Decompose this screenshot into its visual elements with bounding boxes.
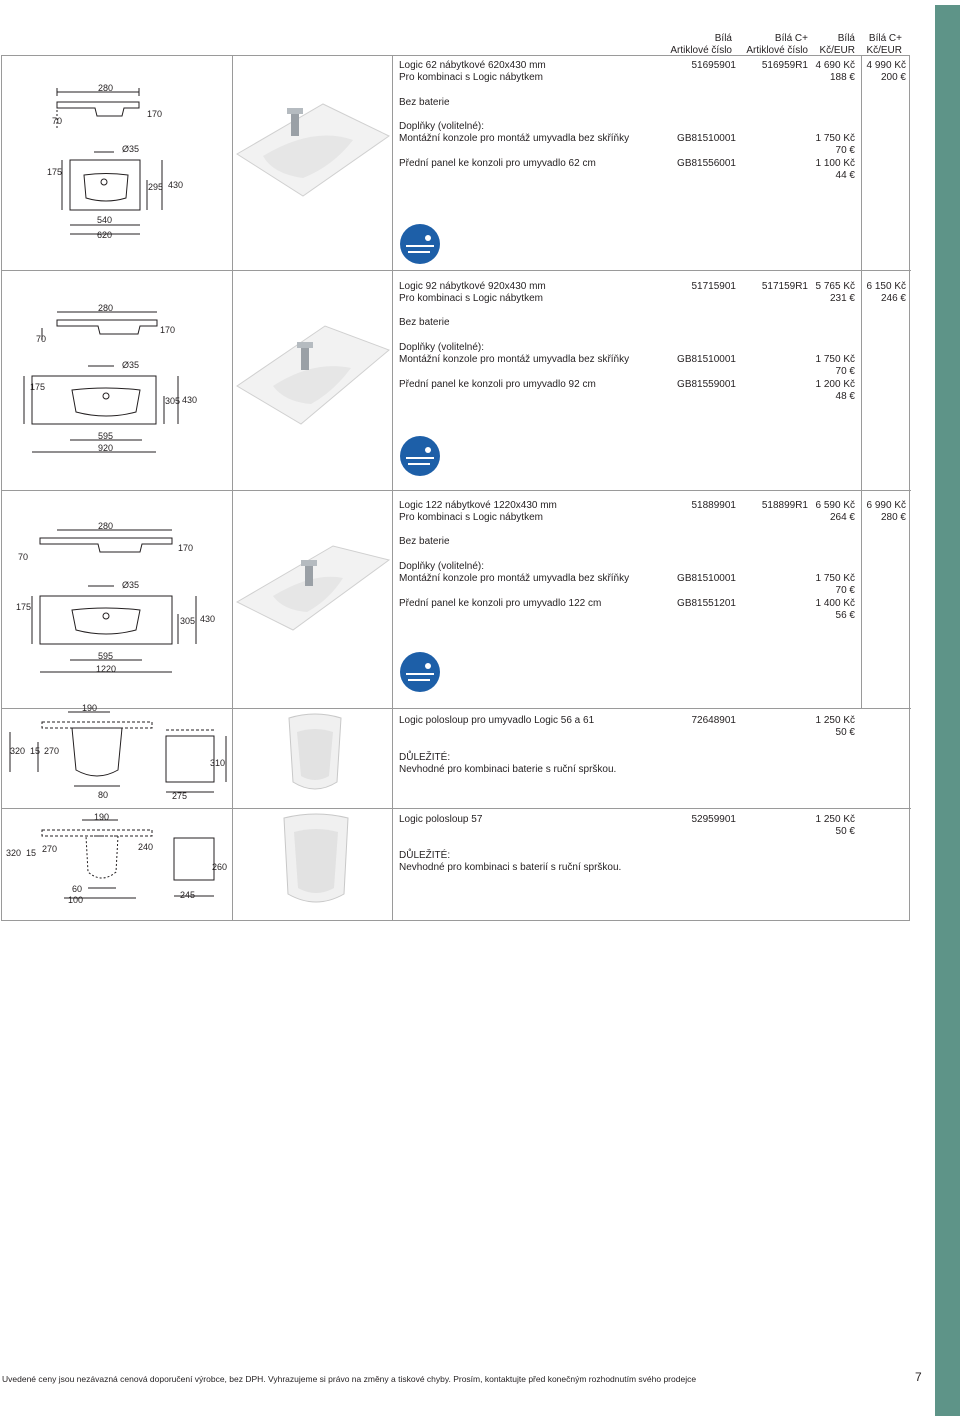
accessory-1-czk: 1 750 Kč [815, 133, 855, 144]
product-photo-logic-122 [233, 536, 393, 636]
accessory-2-article: GB81556001 [677, 158, 736, 169]
dim-b: 15 [26, 848, 37, 858]
important-label: DŮLEŽITÉ: [399, 752, 451, 763]
dim-c: 270 [42, 844, 58, 854]
dim-h: 260 [212, 862, 228, 872]
dim-right: 170 [160, 325, 176, 335]
dim-top: 190 [94, 812, 110, 822]
product-subtitle: Pro kombinaci s Logic nábytkem [399, 293, 543, 304]
technical-drawing-logic-92 [2, 300, 230, 460]
header-col-white-article: Bílá Artiklové číslo [670, 33, 732, 56]
price-cplus-eur: 246 € [880, 293, 906, 304]
accessory-1: Montážní konzole pro montáž umyvadla bez skříňky [399, 133, 630, 144]
dim-side: 175 [47, 167, 63, 177]
dim-bottom-2: 100 [68, 895, 84, 905]
accessories-label: Doplňky (volitelné): [399, 342, 485, 353]
article-cplus: 518899R1 [761, 500, 808, 511]
pedestal-price-czk: 1 250 Kč [815, 715, 855, 726]
dim-d1: 305 [165, 396, 181, 406]
dim-right: 170 [178, 543, 194, 553]
article-white: 51695901 [691, 60, 736, 71]
accessories-label: Doplňky (volitelné): [399, 561, 485, 572]
pedestal-price-eur: 50 € [835, 727, 855, 738]
cplus-badge-icon [400, 224, 440, 264]
accessory-1: Montážní konzole pro montáž umyvadla bez skříňky [399, 354, 630, 365]
technical-drawing-pedestal-1 [2, 702, 230, 802]
technical-drawing-logic-122 [2, 518, 230, 678]
dim-top: 280 [98, 303, 114, 313]
dim-d1: 305 [180, 616, 196, 626]
pedestal-title: Logic polosloup 57 [399, 814, 483, 825]
page-number: 7 [915, 1370, 922, 1384]
warning-text: Nevhodné pro kombinaci baterie s ruční sprškou. [399, 764, 617, 775]
accessory-2: Přední panel ke konzoli pro umyvadlo 92 cm [399, 379, 596, 390]
accessory-1-czk: 1 750 Kč [815, 573, 855, 584]
price-white-czk: 4 690 Kč [815, 60, 855, 71]
dim-d2: 430 [168, 180, 184, 190]
product-note: Bez baterie [399, 536, 450, 547]
pedestal-article: 72648901 [691, 715, 736, 726]
dim-left: 70 [36, 334, 47, 344]
dim-w: 275 [172, 791, 188, 801]
accessory-1-czk: 1 750 Kč [815, 354, 855, 365]
dim-side: 175 [16, 602, 32, 612]
dim-w1: 595 [98, 431, 114, 441]
pedestal-price-czk: 1 250 Kč [815, 814, 855, 825]
product-subtitle: Pro kombinaci s Logic nábytkem [399, 512, 543, 523]
dim-w: 245 [180, 890, 196, 900]
dim-hole: Ø35 [122, 360, 140, 370]
accessory-2-eur: 48 € [835, 391, 855, 402]
important-label: DŮLEŽITÉ: [399, 850, 451, 861]
dim-a: 320 [6, 848, 22, 858]
accessory-2: Přední panel ke konzoli pro umyvadlo 122 cm [399, 598, 602, 609]
dim-h: 310 [210, 758, 226, 768]
pedestal-article: 52959901 [691, 814, 736, 825]
price-white-czk: 5 765 Kč [815, 281, 855, 292]
accessory-2-czk: 1 100 Kč [815, 158, 855, 169]
dim-d2: 430 [182, 395, 198, 405]
dim-hole: Ø35 [122, 144, 140, 154]
price-white-eur: 231 € [829, 293, 855, 304]
article-cplus: 516959R1 [761, 60, 808, 71]
accessory-1-article: GB81510001 [677, 133, 736, 144]
accessory-1-article: GB81510001 [677, 573, 736, 584]
dim-b: 15 [30, 746, 41, 756]
dim-d: 240 [138, 842, 154, 852]
dim-w1: 540 [97, 215, 113, 225]
dim-bottom-1: 60 [72, 884, 83, 894]
sidebar-stripe [935, 5, 960, 1416]
dim-a: 320 [10, 746, 26, 756]
col-divider [861, 56, 862, 270]
price-cplus-czk: 6 150 Kč [866, 281, 906, 292]
pedestal-title: Logic polosloup pro umyvadlo Logic 56 a 61 [399, 715, 595, 726]
product-title: Logic 122 nábytkové 1220x430 mm [399, 500, 557, 511]
warning-text: Nevhodné pro kombinaci s baterií s ruční sprškou. [399, 862, 622, 873]
price-white-eur: 188 € [829, 72, 855, 83]
cplus-badge-icon [400, 436, 440, 476]
accessory-1-article: GB81510001 [677, 354, 736, 365]
header-col-cplus-article: Bílá C+ Artiklové číslo [746, 33, 808, 56]
row-divider [2, 490, 911, 491]
price-cplus-eur: 200 € [880, 72, 906, 83]
row-divider [2, 808, 911, 809]
row-divider [2, 270, 911, 271]
header-col-cplus-price: Bílá C+ Kč/EUR [866, 33, 902, 56]
footer-disclaimer: Uvedené ceny jsou nezávazná cenová doporučení výrobce, bez DPH. Vyhrazujeme si právo na změny a tiskové chyby. Prosím, kontaktujte před konečným rozhodnutím svého prodejce [2, 1374, 697, 1384]
product-photo-pedestal-2 [268, 812, 364, 912]
accessory-2: Přední panel ke konzoli pro umyvadlo 62 cm [399, 158, 596, 169]
price-cplus-czk: 6 990 Kč [866, 500, 906, 511]
technical-drawing-pedestal-2 [2, 812, 230, 912]
dim-c: 270 [44, 746, 60, 756]
product-title: Logic 62 nábytkové 620x430 mm [399, 60, 546, 71]
dim-side: 175 [30, 382, 46, 392]
product-subtitle: Pro kombinaci s Logic nábytkem [399, 72, 543, 83]
dim-d2: 430 [200, 614, 216, 624]
product-note: Bez baterie [399, 97, 450, 108]
product-photo-logic-92 [233, 316, 393, 430]
header-col-white-price: Bílá Kč/EUR [819, 33, 855, 56]
dim-w1: 595 [98, 651, 114, 661]
dim-top: 190 [82, 703, 98, 713]
price-cplus-czk: 4 990 Kč [866, 60, 906, 71]
dim-right: 170 [147, 109, 163, 119]
accessory-1: Montážní konzole pro montáž umyvadla bez skříňky [399, 573, 630, 584]
accessory-2-czk: 1 400 Kč [815, 598, 855, 609]
article-white: 51715901 [691, 281, 736, 292]
accessory-2-eur: 56 € [835, 610, 855, 621]
product-photo-logic-62 [233, 96, 393, 200]
dim-w2: 1220 [96, 664, 117, 674]
cplus-badge-icon [400, 652, 440, 692]
accessory-2-eur: 44 € [835, 170, 855, 181]
price-cplus-eur: 280 € [880, 512, 906, 523]
accessories-label: Doplňky (volitelné): [399, 121, 485, 132]
article-white: 51889901 [691, 500, 736, 511]
accessory-2-article: GB81551201 [677, 598, 736, 609]
product-photo-pedestal-1 [275, 712, 355, 798]
dim-hole: Ø35 [122, 580, 140, 590]
pedestal-price-eur: 50 € [835, 826, 855, 837]
price-white-czk: 6 590 Kč [815, 500, 855, 511]
accessory-1-eur: 70 € [835, 145, 855, 156]
accessory-2-czk: 1 200 Kč [815, 379, 855, 390]
dim-top: 280 [98, 83, 114, 93]
accessory-1-eur: 70 € [835, 366, 855, 377]
dim-w2: 920 [98, 443, 114, 453]
dim-top: 280 [98, 521, 114, 531]
dim-left: 70 [18, 552, 29, 562]
product-title: Logic 92 nábytkové 920x430 mm [399, 281, 546, 292]
product-note: Bez baterie [399, 317, 450, 328]
accessory-2-article: GB81559001 [677, 379, 736, 390]
dim-bottom: 80 [98, 790, 109, 800]
dim-w2: 620 [97, 230, 113, 240]
accessory-1-eur: 70 € [835, 585, 855, 596]
price-white-eur: 264 € [829, 512, 855, 523]
dim-left: 70 [52, 116, 63, 126]
technical-drawing-logic-62 [2, 80, 230, 240]
dim-d1: 295 [148, 182, 164, 192]
article-cplus: 517159R1 [761, 281, 808, 292]
